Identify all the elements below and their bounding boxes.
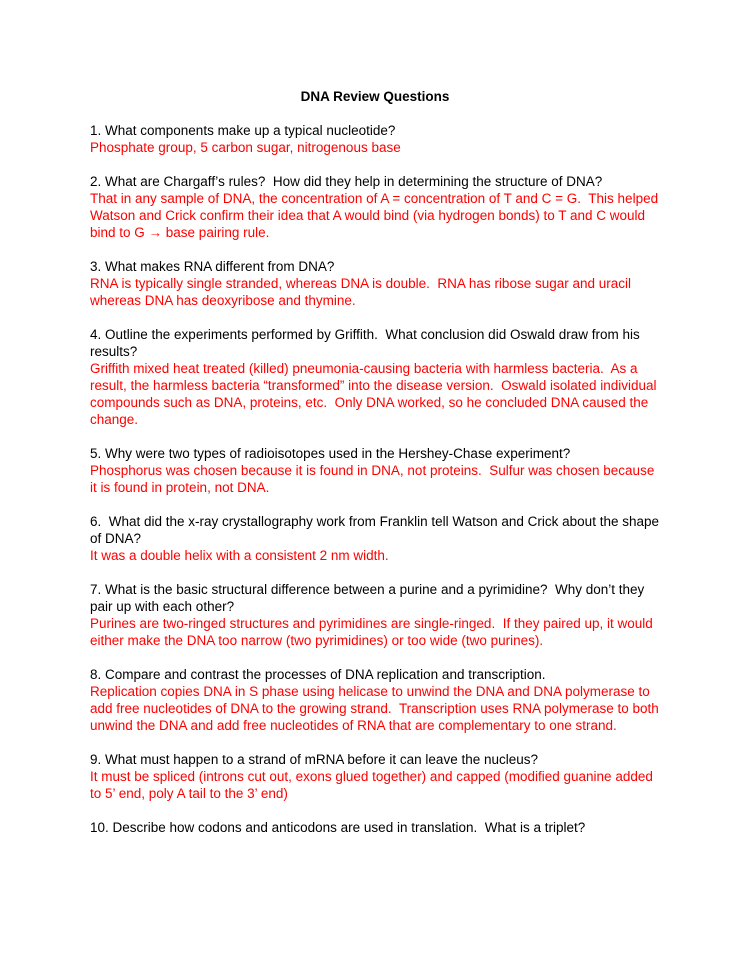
question-text: 1. What components make up a typical nucleotide? (90, 123, 396, 138)
qa-block-2 (90, 173, 660, 241)
qa-block-7 (90, 581, 660, 649)
qa-block-10 (90, 819, 660, 836)
question-text: 9. What must happen to a strand of mRNA before it can leave the nucleus? (90, 752, 539, 767)
qa-block-5 (90, 445, 660, 496)
answer-text: Replication copies DNA in S phase using helicase to unwind the DNA and DNA polymerase to add free nucleotides of DNA to the growing strand. Transcription uses RNA polymerase to both unwind the DNA and add free nucleotides of RNA that are complementary to one strand. (90, 684, 663, 733)
question-text: 2. What are Chargaff’s rules? How did they help in determining the structure of DNA? (90, 174, 603, 189)
answer-text: Phosphorus was chosen because it is found in DNA, not proteins. Sulfur was chosen because it is found in protein, not DNA. (90, 463, 659, 495)
answer-text: Purines are two-ringed structures and pyrimidines are single-ringed. If they paired up, it would either make the DNA too narrow (two pyrimidines) or too wide (two purines). (90, 616, 657, 648)
question-text: 10. Describe how codons and anticodons are used in translation. What is a triplet? (90, 820, 586, 835)
qa-block-6 (90, 513, 663, 564)
qa-block-4 (90, 326, 660, 428)
qa-block-1 (90, 122, 660, 156)
question-text: 3. What makes RNA different from DNA? (90, 259, 335, 274)
qa-block-9 (90, 751, 660, 802)
question-text: 8. Compare and contrast the processes of DNA replication and transcription. (90, 667, 546, 682)
answer-text: It must be spliced (introns cut out, exons glued together) and capped (modified guanine added to 5’ end, poly A tail to the 3’ end) (90, 769, 657, 801)
question-text: 6. What did the x-ray crystallography work from Franklin tell Watson and Crick about the shape of DNA? (90, 514, 663, 546)
answer-text: That in any sample of DNA, the concentration of A = concentration of T and C = G. This helped Watson and Crick confirm their idea that A would bind (via hydrogen bonds) to T and C would bind to G → base pairing rule. (90, 191, 662, 240)
qa-block-3 (90, 258, 660, 309)
question-text: 7. What is the basic structural difference between a purine and a pyrimidine? Why don’t they pair up with each other? (90, 582, 649, 614)
question-text: 4. Outline the experiments performed by Griffith. What conclusion did Oswald draw from his results? (90, 327, 644, 359)
page-title: DNA Review Questions (300, 89, 450, 104)
answer-text: It was a double helix with a consistent 2 nm width. (90, 548, 389, 563)
answer-text: Griffith mixed heat treated (killed) pneumonia-causing bacteria with harmless bacteria. As a result, the harmless bacteria “transformed” into the disease version. Oswald isolated individual compounds such as DNA, proteins, etc. Only DNA worked, so he concluded DNA caused the change. (90, 361, 661, 427)
answer-text: RNA is typically single stranded, whereas DNA is double. RNA has ribose sugar and uracil whereas DNA has deoxyribose and thymine. (90, 276, 635, 308)
qa-block-8 (90, 666, 663, 734)
question-text: 5. Why were two types of radioisotopes used in the Hershey-Chase experiment? (90, 446, 571, 461)
answer-text: Phosphate group, 5 carbon sugar, nitrogenous base (90, 140, 401, 155)
